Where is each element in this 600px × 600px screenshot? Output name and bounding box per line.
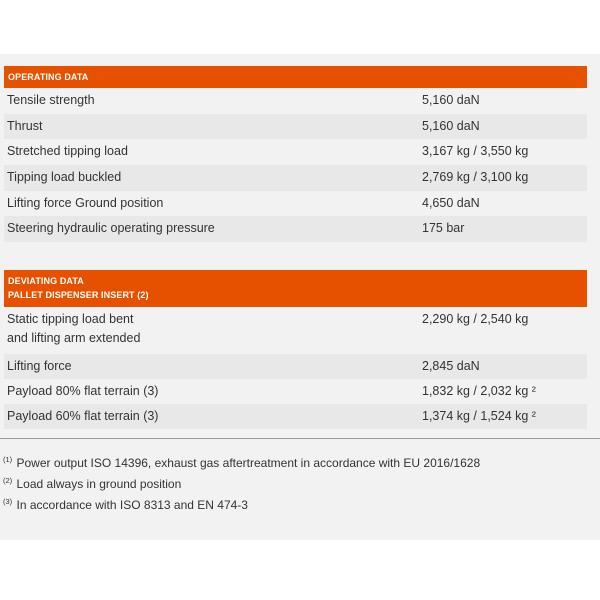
deviating-header-title: DEVIATING DATA [8,276,84,286]
row-value: 1,374 kg / 1,524 kg ² [422,409,536,423]
row-value: 3,167 kg / 3,550 kg [422,144,529,159]
operating-data-section [4,66,587,242]
table-row [4,216,587,242]
footnotes [0,438,600,514]
table-row [4,139,587,165]
spec-panel [0,54,600,540]
row-label: Payload 60% flat terrain (3) [7,409,159,423]
table-row [4,354,587,379]
row-label: Thrust [7,118,43,133]
row-value: 5,160 daN [422,93,480,107]
footnote-text: Power output ISO 14396, exhaust gas aftertreatment in accordance with EU 2016/1628 [13,456,481,470]
footnote-item [0,472,600,493]
row-label [4,310,422,348]
row-label: Stretched tipping load [7,144,128,159]
table-row [4,88,587,114]
table-row [4,404,587,429]
footnote-item [0,493,600,514]
footnote-item [0,451,600,472]
row-value: 1,832 kg / 2,032 kg ² [422,384,536,398]
footnote-text: Load always in ground position [13,477,182,491]
deviating-data-header [4,270,587,307]
deviating-data-section [4,270,587,429]
row-value: 2,769 kg / 3,100 kg [422,170,529,185]
table-row [4,114,587,140]
row-value: 5,160 daN [422,118,480,133]
row-label: Steering hydraulic operating pressure [7,221,215,236]
row-label: Lifting force Ground position [7,195,164,210]
row-value: 4,650 daN [422,195,480,210]
deviating-data-rows [4,307,587,429]
row-label: Tipping load buckled [7,170,122,185]
row-label-line1: Static tipping load bent [7,312,134,326]
row-value: 2,845 daN [422,359,480,373]
row-value: 175 bar [422,221,465,236]
footnote-marker: (2) [3,476,13,485]
row-label-line2: and lifting arm extended [7,331,141,345]
row-value: 2,290 kg / 2,540 kg [422,312,529,326]
row-label: Tensile strength [7,93,95,107]
table-row [4,379,587,404]
operating-data-header: OPERATING DATA [4,66,587,88]
footnote-marker: (1) [3,455,13,464]
deviating-header-subtitle: PALLET DISPENSER INSERT (2) [8,289,149,300]
operating-data-rows [4,88,587,242]
row-label: Payload 80% flat terrain (3) [7,384,159,398]
table-row [4,307,587,354]
footnote-text: In accordance with ISO 8313 and EN 474-3 [13,498,248,512]
table-row [4,191,587,217]
table-row [4,165,587,191]
footnote-marker: (3) [3,497,13,506]
row-label: Lifting force [7,359,72,373]
